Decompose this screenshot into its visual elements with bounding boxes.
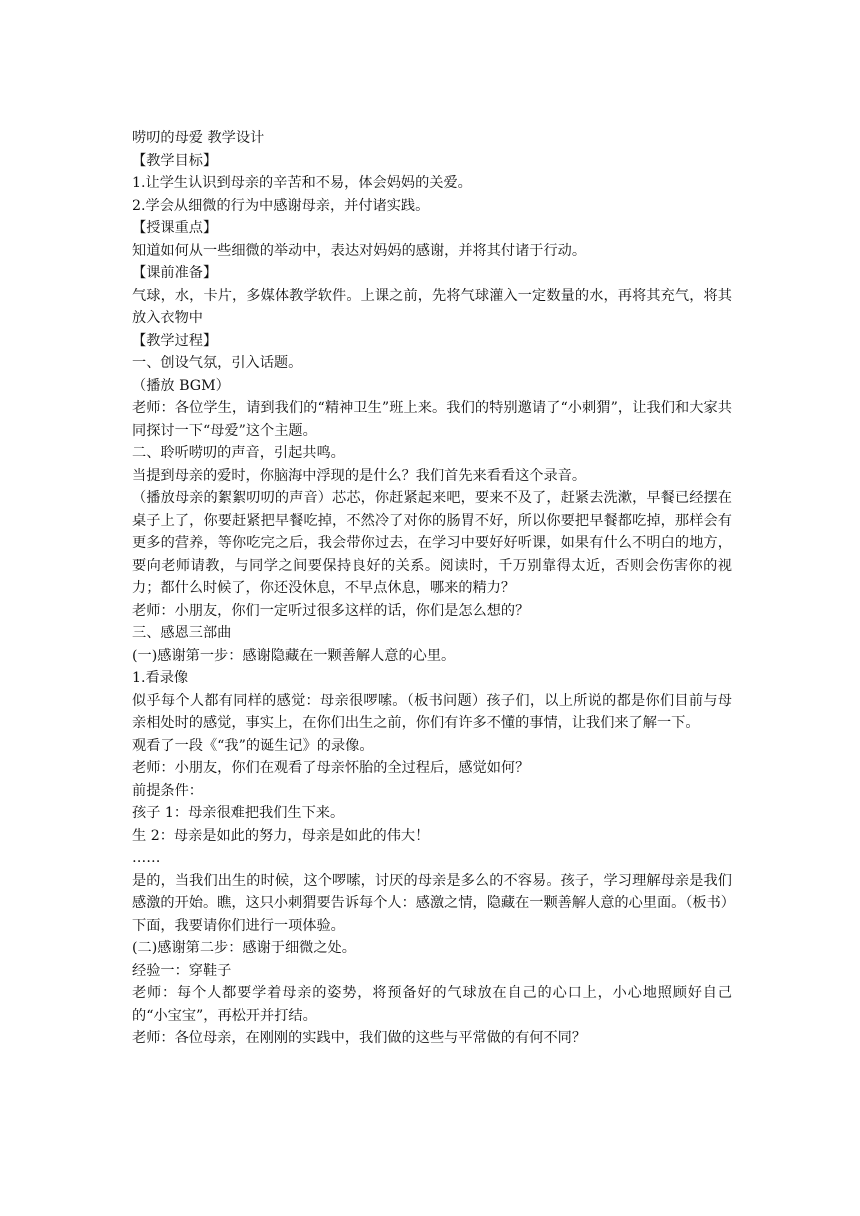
step-1-ellipsis: …… bbox=[132, 850, 161, 866]
step-2-teacher-2: 老师：各位母亲，在刚刚的实践中，我们做的这些与平常做的有何不同？ bbox=[132, 1030, 587, 1046]
step-1-subheading: 1.看录像 bbox=[132, 670, 189, 686]
section-3-title: 三、感恩三部曲 bbox=[132, 625, 232, 641]
process-heading: 【教学过程】 bbox=[132, 332, 218, 349]
step-1-title: (一)感谢第一步：感谢隐藏在一颗善解人意的心里。 bbox=[132, 647, 456, 664]
objective-item-1: 1.让学生认识到母亲的辛苦和不易，体会妈妈的关爱。 bbox=[132, 175, 472, 191]
preparation-text: 气球，水，卡片，多媒体教学软件。上课之前，先将气球灌入一定数量的水，再将其充气，将其放入衣物中 bbox=[132, 287, 732, 326]
step-1-child-2: 生 2：母亲是如此的努力，母亲是如此的伟大！ bbox=[132, 827, 430, 844]
key-points-text: 知道如何从一些细微的举动中，表达对妈妈的感谢，并将其付诸于行动。 bbox=[132, 242, 587, 259]
step-1-child-1: 孩子 1：母亲很难把我们生下来。 bbox=[132, 805, 345, 821]
section-2-audio: （播放母亲的絮絮叨叨的声音）芯芯，你赶紧起来吧，要来不及了，赶紧去洗漱，早餐已经摆在桌子上了，你要赶紧把早餐吃掉，不然冷了对你的肠胃不好，所以你要把早餐都吃掉，那样会有更多的营养，等你吃完之后，我会带你过去，在学习中要好好听课，如果有什么不明白的地方，要向老师请教，与同学之间要保持良好的关系。阅读时，千万别靠得太近，否则会伤害你的视力；都什么时候了，你还没休息，不早点休息，哪来的精力？ bbox=[132, 490, 732, 596]
step-1-next: 下面，我要请你们进行一项体验。 bbox=[132, 917, 345, 934]
preparation-heading: 【课前准备】 bbox=[132, 265, 218, 281]
step-2-teacher-1: 老师：每个人都要学着母亲的姿势，将预备好的气球放在自己的心口上，小心地照顾好自己的“小宝宝”，再松开并打结。 bbox=[132, 985, 732, 1024]
step-1-teacher: 老师：小朋友，你们在观看了母亲怀胎的全过程后，感觉如何？ bbox=[132, 760, 530, 776]
section-2-title: 二、聆听唠叨的声音，引起共鸣。 bbox=[132, 445, 345, 461]
step-2-experience: 经验一：穿鞋子 bbox=[132, 962, 232, 979]
step-1-summary: 是的，当我们出生的时候，这个啰嗦，讨厌的母亲是多么的不容易。孩子，学习理解母亲是我们感激的开始。瞧，这只小刺猬要告诉每个人：感激之情，隐藏在一颗善解人意的心里面。（板书） bbox=[132, 872, 735, 911]
section-1-teacher: 老师：各位学生，请到我们的“精神卫生”班上来。我们的特别邀请了“小刺猬”，让我们和大家共同探讨一下“母爱”这个主题。 bbox=[132, 400, 732, 439]
key-points-heading: 【授课重点】 bbox=[132, 220, 218, 236]
objectives-heading: 【教学目标】 bbox=[132, 152, 218, 169]
section-1-bgm: （播放 BGM） bbox=[132, 377, 230, 394]
section-2-question: 当提到母亲的爱时，你脑海中浮现的是什么？我们首先来看看这个录音。 bbox=[132, 467, 587, 484]
step-1-premise: 前提条件： bbox=[132, 782, 203, 799]
lesson-plan-document bbox=[132, 127, 735, 1050]
objective-item-2: 2.学会从细微的行为中感谢母亲，并付诸实践。 bbox=[132, 197, 430, 214]
section-2-teacher: 老师：小朋友，你们一定听过很多这样的话，你们是怎么想的？ bbox=[132, 602, 530, 619]
document-title: 唠叨的母爱 教学设计 bbox=[132, 130, 265, 146]
step-2-title: (二)感谢第二步：感谢于细微之处。 bbox=[132, 940, 356, 956]
step-1-text: 似乎每个人都有同样的感觉：母亲很啰嗦。（板书问题）孩子们，以上所说的都是你们目前与母亲相处时的感觉，事实上，在你们出生之前，你们有许多不懂的事情，让我们来了解一下。 bbox=[132, 692, 732, 731]
section-1-title: 一、创设气氛，引入话题。 bbox=[132, 355, 303, 371]
step-1-video: 观看了一段《“我”的诞生记》的录像。 bbox=[132, 737, 374, 754]
